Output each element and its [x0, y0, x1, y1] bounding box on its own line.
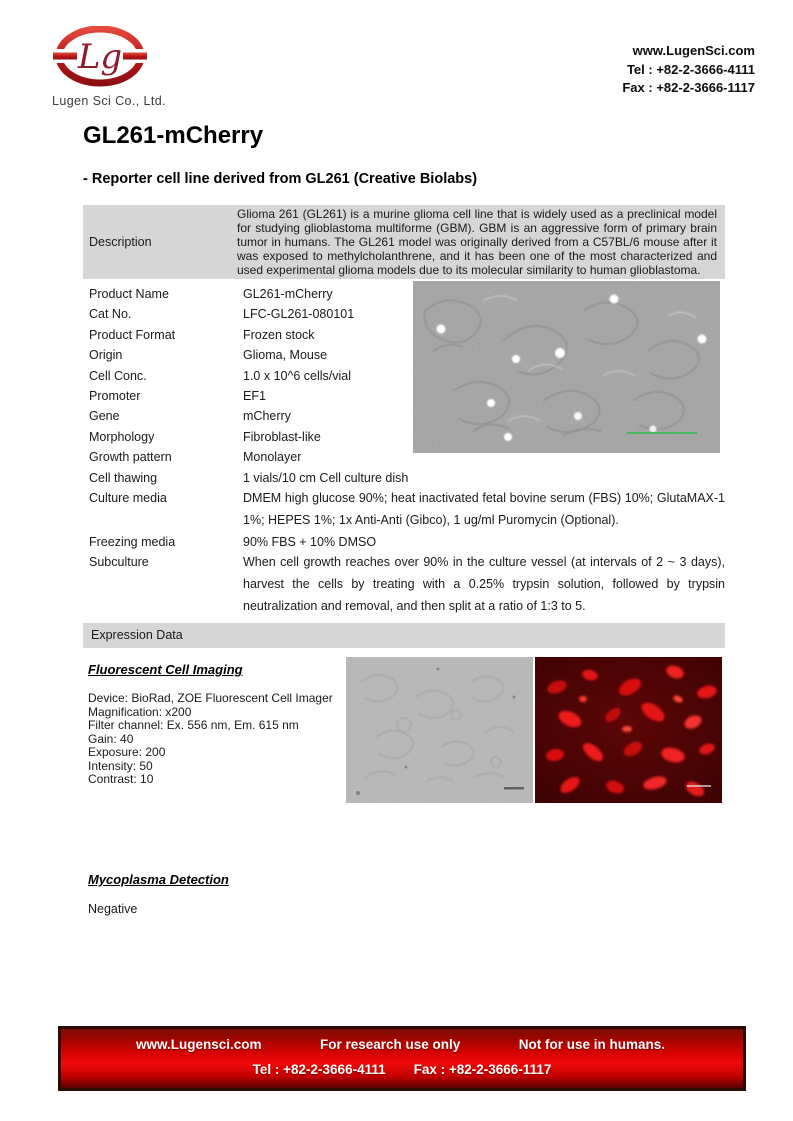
row-label: Cat No.: [89, 307, 132, 322]
phase-contrast-microscopy-image: [413, 281, 720, 453]
imaging-exposure: Exposure: 200: [88, 745, 166, 759]
table-row: [83, 488, 725, 532]
row-value: Monolayer: [243, 450, 302, 465]
row-value: 1.0 x 10^6 cells/vial: [243, 368, 352, 383]
description-text: Glioma 261 (GL261) is a murine glioma cell line that is widely used as a preclinical model for studying glioblastoma multiforme (GBM). GBM is an aggressive form of primary brain tumor in humans. The GL261 model was originally derived from a C57BL/6 mouse after it was exposed to methylcholanthrene, and it has been one of the most characterized and used experimental glioma models due to its molecular similarity to human glioblastoma.: [237, 207, 717, 278]
imaging-filter-channel: Filter channel: Ex. 556 nm, Em. 615 nm: [88, 718, 299, 732]
row-value: Glioma, Mouse: [243, 348, 328, 363]
imaging-magnification: Magnification: x200: [88, 704, 192, 719]
row-value: LFC-GL261-080101: [243, 307, 355, 322]
row-value: mCherry: [243, 409, 291, 424]
row-label: Promoter: [89, 389, 141, 404]
mcherry-fluorescence-image: [535, 657, 722, 803]
row-label: Freezing media: [89, 534, 176, 549]
footer-row-2: [61, 1062, 743, 1077]
row-value: Frozen stock: [243, 327, 315, 342]
mycoplasma-heading: Mycoplasma Detection: [88, 872, 229, 887]
row-value: GL261-mCherry: [243, 287, 333, 301]
page-subtitle: - Reporter cell line derived from GL261 (Creative Biolabs): [83, 171, 478, 187]
fluorescent-imaging-block: [88, 662, 343, 787]
footer-not-humans: Not for use in humans.: [518, 1037, 665, 1052]
header-website: www.LugenSci.com: [632, 43, 755, 58]
imaging-device: Device: BioRad, ZOE Fluorescent Cell Imager: [88, 691, 333, 705]
row-label: Subculture: [89, 555, 149, 570]
page-title: GL261-mCherry: [83, 122, 264, 149]
row-value: When cell growth reaches over 90% in the culture vessel (at intervals of 2 ~ 3 days), harvest the cells by treating with a 0.25% trypsin solution, followed by trypsin neutralization and removal, and then split at a ratio of 1:3 to 5.: [243, 555, 725, 614]
mycoplasma-block: [88, 872, 229, 916]
row-label: Product Format: [89, 327, 176, 342]
row-label: Cell thawing: [89, 470, 158, 485]
footer-banner: [58, 1026, 746, 1091]
footer-website: www.Lugensci.com: [136, 1037, 262, 1052]
footer-fax: Fax : +82-2-3666-1117: [413, 1062, 552, 1077]
header-fax: Fax : +82-2-3666-1117: [622, 80, 755, 95]
row-label: Cell Conc.: [89, 368, 147, 383]
row-label: Growth pattern: [89, 450, 172, 465]
brightfield-microscopy-image: [346, 657, 533, 803]
footer-tel: Tel : +82-2-3666-4111: [252, 1062, 386, 1077]
row-value: DMEM high glucose 90%; heat inactivated fetal bovine serum (FBS) 10%; GlutaMAX-1 1%; HEPES 1%; 1x Anti-Anti (Gibco), 1 ug/ml Puromycin (Optional).: [243, 491, 725, 527]
table-row: [83, 552, 725, 618]
logo-monogram: Lg: [77, 37, 123, 77]
company-logo: [52, 26, 172, 108]
lugen-sci-logo-icon: [52, 26, 148, 88]
row-label: Gene: [89, 409, 120, 424]
row-label: Culture media: [89, 491, 167, 506]
description-row: [83, 205, 725, 279]
imaging-gain: Gain: 40: [88, 731, 134, 746]
scale-bar: [504, 787, 524, 790]
imaging-intensity: Intensity: 50: [88, 758, 153, 773]
scale-bar: [687, 785, 711, 787]
fluorescent-imaging-heading: Fluorescent Cell Imaging: [88, 662, 243, 677]
footer-research-use: For research use only: [319, 1037, 461, 1052]
footer-row-1: [61, 1029, 743, 1052]
row-value: EF1: [243, 389, 266, 404]
row-value: 1 vials/10 cm Cell culture dish: [243, 470, 409, 485]
row-label: Product Name: [89, 287, 169, 301]
row-label: Origin: [89, 348, 123, 363]
row-label: Morphology: [89, 429, 155, 444]
company-name: Lugen Sci Co., Ltd.: [52, 94, 166, 108]
expression-data-header: Expression Data: [83, 623, 725, 648]
description-label: Description: [89, 235, 152, 250]
table-row: [83, 532, 725, 552]
mycoplasma-result: Negative: [88, 902, 138, 916]
row-value: Fibroblast-like: [243, 429, 321, 444]
header-tel: Tel : +82-2-3666-4111: [626, 61, 755, 77]
imaging-contrast: Contrast: 10: [88, 772, 154, 786]
imaging-details: [88, 692, 343, 787]
table-row: [83, 468, 725, 488]
row-value: 90% FBS + 10% DMSO: [243, 534, 377, 549]
header-contact: [622, 42, 755, 98]
